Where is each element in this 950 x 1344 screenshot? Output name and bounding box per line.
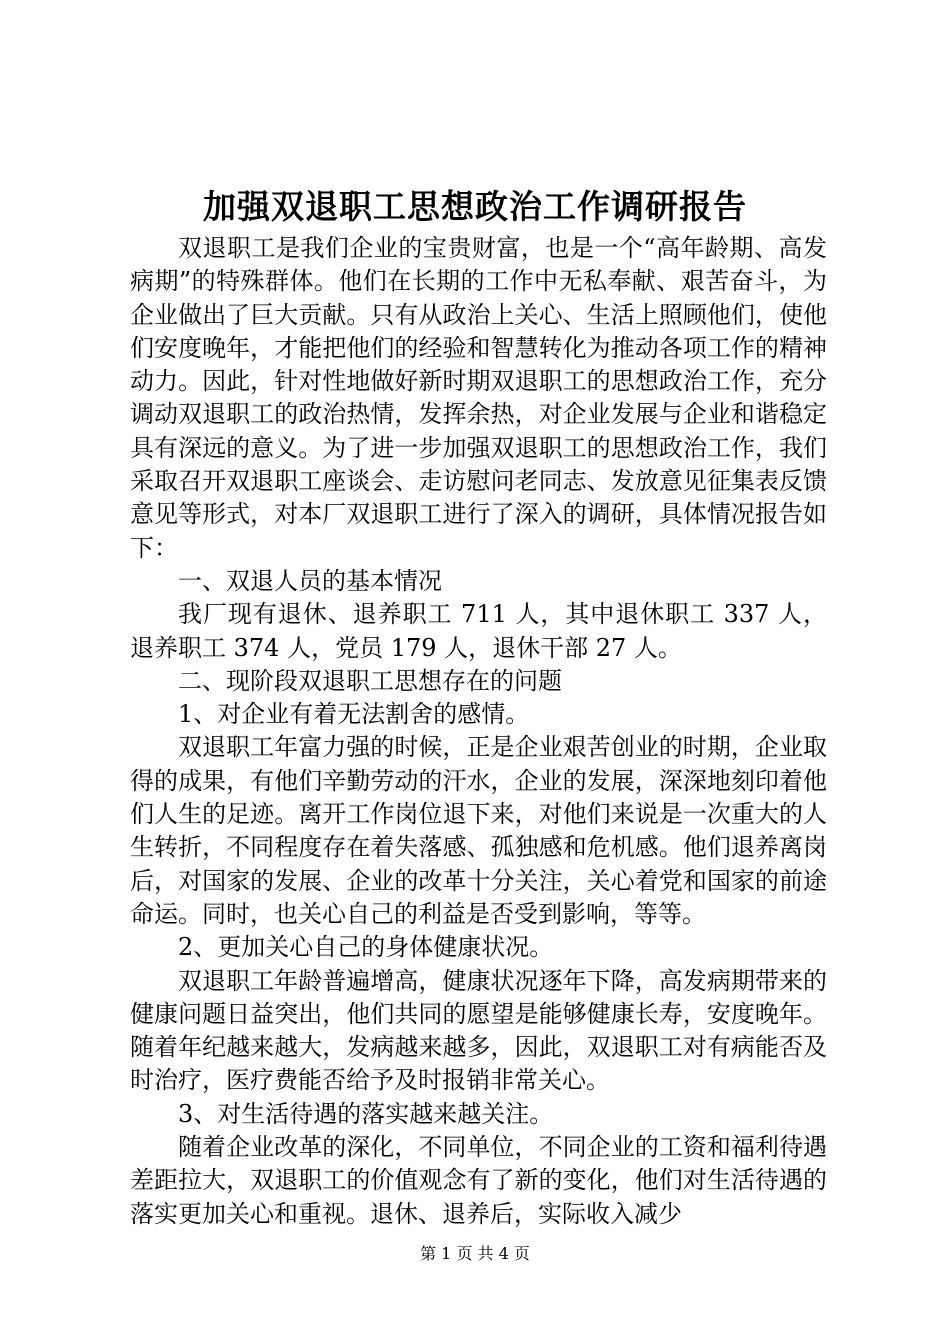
section-heading-problems: 二、现阶段双退职工思想存在的问题 xyxy=(178,666,562,695)
intro-paragraph: 双退职工是我们企业的宝贵财富，也是一个“高年龄期、高发病期”的特殊群体。他们在长期的工作中无私奉献、艰苦奋斗，为企业做出了巨大贡献。只有从政治上关心、生活上照顾他们，使他们安度晚年，才能把他们的经验和智慧转化为推动各项工作的精神动力。因此，针对性地做好新时期双退职工的思想政治工作，充分调动双退职工的政治热情，发挥余热，对企业发展与企业和谐稳定具有深远的意义。为了进一步加强双退职工的思想政治工作，我们采取召开双退职工座谈会、走访慰问老同志、发放意见征集表反馈意见等形式，对本厂双退职工进行了深入的调研，具体情况报告如下： xyxy=(130,234,827,562)
document-body xyxy=(130,232,827,1231)
basic-info-paragraph: 我厂现有退休、退养职工 711 人，其中退休职工 337 人，退养职工 374 人，党员 179 人，退休干部 27 人。 xyxy=(130,600,827,662)
subheading-2: 2、更加关心自己的身体健康状况。 xyxy=(178,933,554,962)
page-number-footer: 第 1 页 共 4 页 xyxy=(420,1244,530,1263)
section-heading-basic-info: 一、双退人员的基本情况 xyxy=(178,566,442,595)
paragraph-1: 双退职工年富力强的时候，正是企业艰苦创业的时期，企业取得的成果，有他们辛勤劳动的汗水，企业的发展，深深地刻印着他们人生的足迹。离开工作岗位退下来，对他们来说是一次重大的人生转折，不同程度存在着失落感、孤独感和危机感。他们退养离岗后，对国家的发展、企业的改革十分关注，关心着党和国家的前途命运。同时，也关心自己的利益是否受到影响，等等。 xyxy=(130,733,827,928)
paragraph-2: 双退职工年龄普遍增高，健康状况逐年下降，高发病期带来的健康问题日益突出，他们共同的愿望是能够健康长寿，安度晚年。随着年纪越来越大，发病越来越多，因此，双退职工对有病能否及时治疗，医疗费能否给予及时报销非常关心。 xyxy=(130,966,827,1095)
subheading-1: 1、对企业有着无法割舍的感情。 xyxy=(178,700,530,729)
paragraph-3: 随着企业改革的深化，不同单位，不同企业的工资和福利待遇差距拉大，双退职工的价值观念有了新的变化，他们对生活待遇的落实更加关心和重视。退休、退养后，实际收入减少 xyxy=(130,1133,827,1228)
document-title: 加强双退职工思想政治工作调研报告 xyxy=(203,187,747,226)
subheading-3: 3、对生活待遇的落实越来越关注。 xyxy=(178,1099,554,1128)
